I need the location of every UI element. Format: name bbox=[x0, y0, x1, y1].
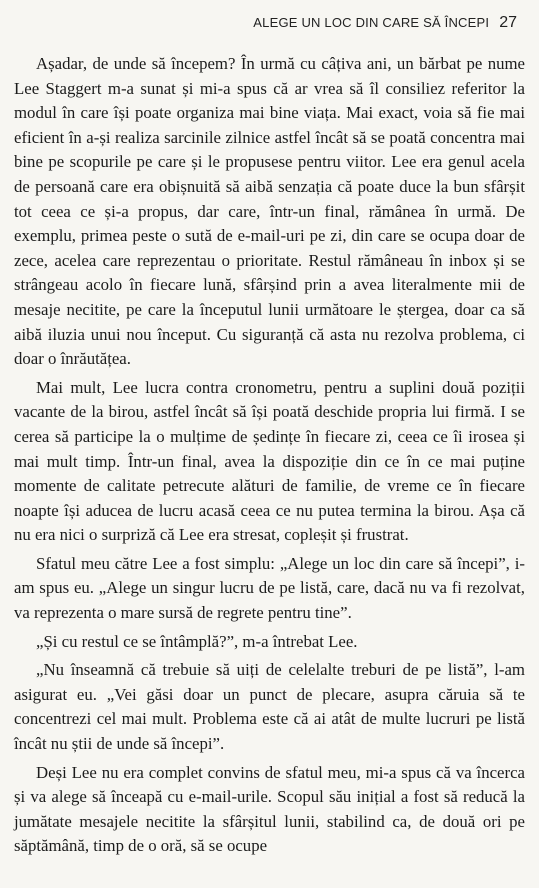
body-text bbox=[14, 52, 525, 863]
paragraph: Sfatul meu către Lee a fost simplu: „Alege un loc din care să începi”, i-am spus eu. „Alege un singur lucru de pe listă, care, dacă nu va fi rezolvat, va reprezenta o mare sursă de regrete pentru tine”. bbox=[14, 553, 525, 623]
paragraph: Mai mult, Lee lucra contra cronometru, pentru a suplini două poziții vacante de la birou, astfel încât să își poată deschide propria lui firmă. I se cerea să participe la o mulțime de ședințe în fiecare zi, ceea ce îi irosea și mai mult timp. Într-un final, avea la dispoziție din ce în ce mai puține momente de calitate petrecute alături de familie, de vreme ce în fiecare noapte își aducea de lucru acasă ceea ce nu putea termina la birou. Așa că nu era nici o surpriză că Lee era stresat, copleșit și frustrat. bbox=[14, 377, 525, 545]
page-number: 27 bbox=[499, 14, 517, 31]
running-head: ALEGE UN LOC DIN CARE SĂ ÎNCEPI bbox=[253, 15, 490, 30]
paragraph: „Nu înseamnă că trebuie să uiți de celelalte treburi de pe listă”, l-am asigurat eu. „Vei găsi doar un punct de plecare, asupra căruia să te concentrezi cel mai mult. Problema este că ai atât de multe lucruri pe listă încât nu știi de unde să începi”. bbox=[14, 660, 525, 754]
paragraph: Deși Lee nu era complet convins de sfatul meu, mi-a spus că va încerca și va alege să înceapă cu e-mail-urile. Scopul său inițial a fost să reducă la jumătate mesajele necitite la sfârșitul lunii, stabilind ca, de două ori pe săptămână, timp de o oră, să se ocupe bbox=[14, 762, 525, 856]
paragraph: „Și cu restul ce se întâmplă?”, m-a întrebat Lee. bbox=[36, 631, 358, 651]
page-header bbox=[205, 14, 517, 34]
paragraph: Așadar, de unde să începem? În urmă cu câțiva ani, un bărbat pe nume Lee Staggert m-a sunat și mi-a spus că ar vrea să îl consiliez referitor la modul în care își poate organiza mai bine viața. Mai exact, voia să fie mai eficient în a-și realiza sarcinile zilnice astfel încât să se poată concentra mai bine pe scopurile pe care și le propusese pentru viitor. Lee era genul acela de persoană care era obișnuită să aibă senzația că poate duce la bun sfârșit tot ceea ce și-a propus, dar care, într-un final, rămânea în urmă. De exemplu, primea peste o sută de e-mail-uri pe zi, din care se ocupa doar de zece, acelea care reprezentau o prioritate. Restul rămâneau în inbox și se strângeau acolo în fiecare lună, sfârșind prin a avea literalmente mii de mesaje necitite, pe care la începutul lunii următoare le ștergea, doar ca să aibă iluzia unui nou început. Cu siguranță că asta nu rezolva problema, ci doar o înrăutățea. bbox=[14, 54, 525, 369]
